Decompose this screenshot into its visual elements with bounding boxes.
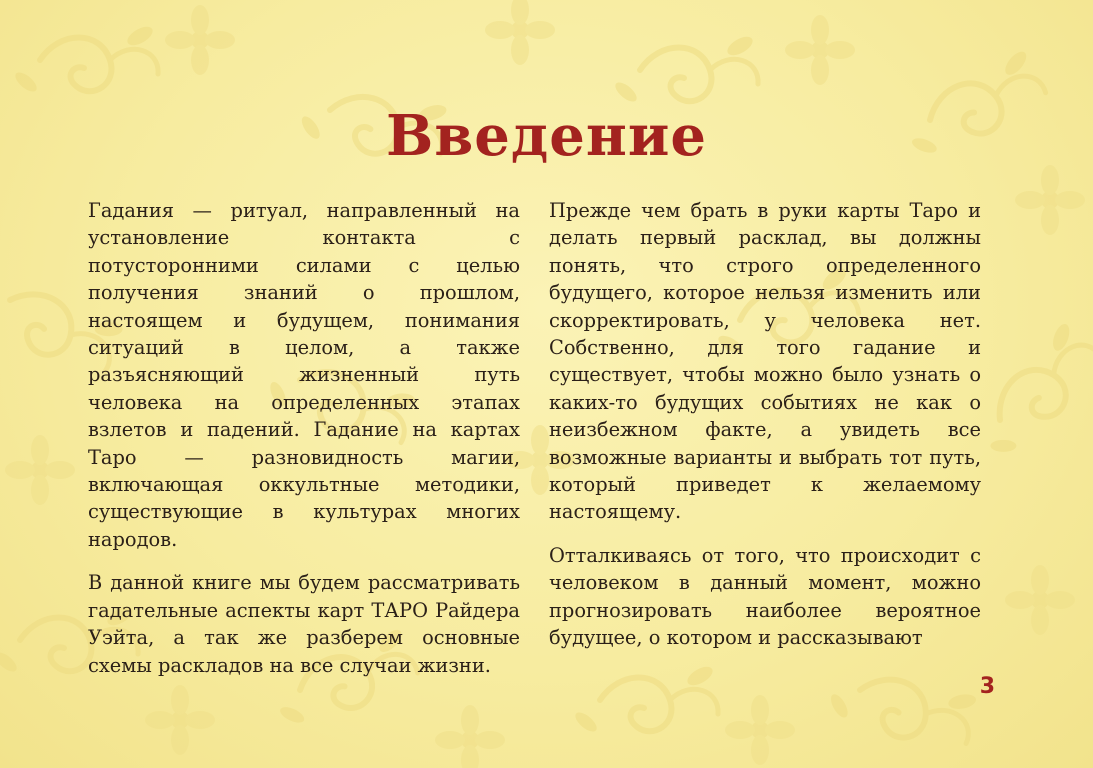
page-number: 3 (979, 674, 995, 699)
page-title: Введение (386, 103, 707, 169)
right-paragraph-1: Прежде чем брать в руки карты Таро и делать первый расклад, вы должны понять, что строго определенного будущего, которое нельзя изменить или скорректировать, у человека нет. Собственно, для того гадание и существует, чтобы можно было узнать о каких-то будущих событиях не как о неизбежном факте, а увидеть все возможные варианты и выбрать тот путь, который приведет к желаемому настоящему. (549, 199, 981, 524)
left-paragraph-1: Гадания — ритуал, направленный на установление контакта с потусторонними силами с целью получения знаний о прошлом, настоящем и будущем, понимания ситуаций в целом, а также разъясняющий жизненный путь человека на определенных этапах взлетов и падений. Гадание на картах Таро — разновидность магии, включающая оккультные методики, существующие в культурах многих народов. (88, 199, 520, 551)
left-text-column (88, 197, 520, 695)
right-paragraph-2: Отталкиваясь от того, что происходит с человеком в данный момент, можно прогнозировать наиболее вероятное будущее, о котором и рассказывают (549, 543, 981, 650)
right-text-column (549, 197, 981, 668)
left-paragraph-2: В данной книге мы будем рассматривать гадательные аспекты карт ТАРО Райдера Уэйта, а так же разберем основные схемы раскладов на все случаи жизни. (88, 571, 520, 677)
